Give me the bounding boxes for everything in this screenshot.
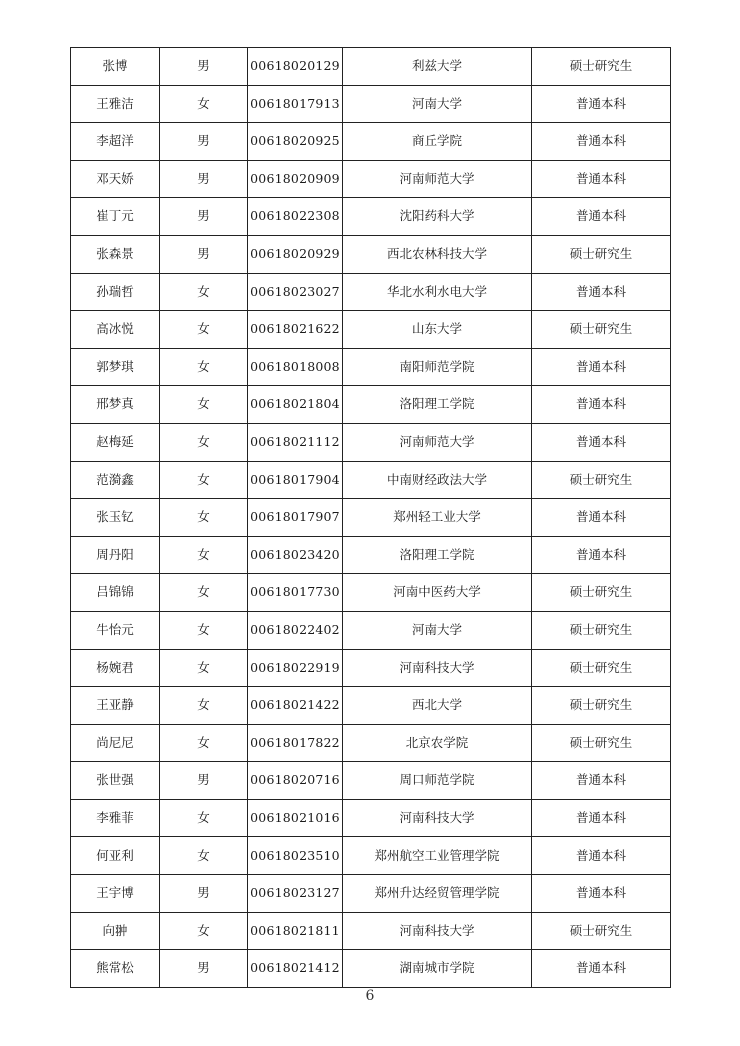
table-row (71, 461, 671, 499)
cell-gender: 女 (160, 85, 248, 123)
cell-name: 高冰悦 (71, 311, 160, 349)
cell-exam-number: 00618017913 (248, 85, 343, 123)
cell-exam-number: 00618020716 (248, 762, 343, 800)
table-row (71, 273, 671, 311)
cell-gender: 男 (160, 875, 248, 913)
table-row (71, 123, 671, 161)
cell-gender: 男 (160, 198, 248, 236)
cell-name: 邓天娇 (71, 160, 160, 198)
table-row (71, 348, 671, 386)
cell-name: 熊常松 (71, 950, 160, 988)
cell-degree: 普通本科 (532, 348, 671, 386)
cell-name: 张世强 (71, 762, 160, 800)
cell-degree: 硕士研究生 (532, 724, 671, 762)
cell-name: 张森景 (71, 235, 160, 273)
cell-name: 周丹阳 (71, 536, 160, 574)
cell-exam-number: 00618021422 (248, 687, 343, 725)
cell-exam-number: 00618020925 (248, 123, 343, 161)
cell-degree: 普通本科 (532, 160, 671, 198)
table-row (71, 950, 671, 988)
cell-degree: 普通本科 (532, 423, 671, 461)
cell-gender: 女 (160, 837, 248, 875)
cell-school: 河南科技大学 (343, 912, 532, 950)
cell-name: 崔丁元 (71, 198, 160, 236)
cell-exam-number: 00618020929 (248, 235, 343, 273)
table-row (71, 235, 671, 273)
cell-exam-number: 00618023027 (248, 273, 343, 311)
cell-exam-number: 00618021016 (248, 799, 343, 837)
cell-gender: 女 (160, 461, 248, 499)
cell-degree: 普通本科 (532, 123, 671, 161)
cell-school: 华北水利水电大学 (343, 273, 532, 311)
cell-name: 杨婉君 (71, 649, 160, 687)
table-row (71, 85, 671, 123)
cell-name: 赵梅延 (71, 423, 160, 461)
cell-school: 北京农学院 (343, 724, 532, 762)
table-row (71, 386, 671, 424)
cell-gender: 女 (160, 423, 248, 461)
cell-gender: 女 (160, 724, 248, 762)
cell-gender: 女 (160, 687, 248, 725)
cell-name: 张博 (71, 48, 160, 86)
cell-name: 牛怡元 (71, 611, 160, 649)
cell-exam-number: 00618017904 (248, 461, 343, 499)
cell-school: 河南大学 (343, 611, 532, 649)
cell-degree: 硕士研究生 (532, 235, 671, 273)
cell-exam-number: 00618017822 (248, 724, 343, 762)
cell-degree: 硕士研究生 (532, 687, 671, 725)
cell-exam-number: 00618017730 (248, 574, 343, 612)
table-row (71, 574, 671, 612)
cell-school: 洛阳理工学院 (343, 536, 532, 574)
cell-school: 河南科技大学 (343, 799, 532, 837)
cell-exam-number: 00618023510 (248, 837, 343, 875)
cell-gender: 男 (160, 48, 248, 86)
cell-gender: 女 (160, 649, 248, 687)
cell-name: 孙瑞哲 (71, 273, 160, 311)
cell-school: 中南财经政法大学 (343, 461, 532, 499)
cell-school: 西北农林科技大学 (343, 235, 532, 273)
cell-exam-number: 00618022402 (248, 611, 343, 649)
cell-degree: 普通本科 (532, 875, 671, 913)
cell-school: 河南大学 (343, 85, 532, 123)
table-row (71, 837, 671, 875)
table-row (71, 912, 671, 950)
cell-school: 河南师范大学 (343, 160, 532, 198)
cell-degree: 普通本科 (532, 386, 671, 424)
cell-name: 尚尼尼 (71, 724, 160, 762)
cell-degree: 普通本科 (532, 536, 671, 574)
table-row (71, 611, 671, 649)
cell-gender: 女 (160, 311, 248, 349)
cell-school: 南阳师范学院 (343, 348, 532, 386)
table-row (71, 198, 671, 236)
cell-school: 商丘学院 (343, 123, 532, 161)
table-row (71, 875, 671, 913)
cell-gender: 女 (160, 611, 248, 649)
cell-degree: 硕士研究生 (532, 461, 671, 499)
cell-gender: 男 (160, 950, 248, 988)
cell-gender: 男 (160, 762, 248, 800)
cell-gender: 女 (160, 386, 248, 424)
cell-gender: 女 (160, 499, 248, 537)
cell-degree: 普通本科 (532, 499, 671, 537)
cell-exam-number: 00618021811 (248, 912, 343, 950)
cell-gender: 男 (160, 160, 248, 198)
cell-exam-number: 00618020909 (248, 160, 343, 198)
cell-school: 河南师范大学 (343, 423, 532, 461)
cell-school: 郑州升达经贸管理学院 (343, 875, 532, 913)
table-row (71, 160, 671, 198)
table-row (71, 762, 671, 800)
cell-gender: 女 (160, 574, 248, 612)
cell-name: 张玉钇 (71, 499, 160, 537)
roster-table-body (71, 48, 671, 988)
cell-school: 湖南城市学院 (343, 950, 532, 988)
cell-school: 西北大学 (343, 687, 532, 725)
cell-degree: 硕士研究生 (532, 48, 671, 86)
cell-name: 吕锦锦 (71, 574, 160, 612)
cell-gender: 女 (160, 536, 248, 574)
cell-degree: 硕士研究生 (532, 912, 671, 950)
cell-exam-number: 00618023127 (248, 875, 343, 913)
table-row (71, 687, 671, 725)
cell-exam-number: 00618022308 (248, 198, 343, 236)
cell-degree: 硕士研究生 (532, 574, 671, 612)
cell-gender: 女 (160, 273, 248, 311)
table-row (71, 423, 671, 461)
roster-table (70, 47, 671, 988)
cell-degree: 硕士研究生 (532, 311, 671, 349)
cell-degree: 硕士研究生 (532, 611, 671, 649)
table-row (71, 311, 671, 349)
cell-exam-number: 00618021622 (248, 311, 343, 349)
table-row (71, 48, 671, 86)
cell-degree: 普通本科 (532, 762, 671, 800)
cell-gender: 女 (160, 799, 248, 837)
cell-exam-number: 00618018008 (248, 348, 343, 386)
cell-gender: 男 (160, 235, 248, 273)
table-row (71, 649, 671, 687)
cell-gender: 男 (160, 123, 248, 161)
cell-exam-number: 00618021412 (248, 950, 343, 988)
cell-name: 王雅洁 (71, 85, 160, 123)
cell-school: 山东大学 (343, 311, 532, 349)
cell-school: 河南科技大学 (343, 649, 532, 687)
cell-school: 河南中医药大学 (343, 574, 532, 612)
cell-exam-number: 00618017907 (248, 499, 343, 537)
cell-school: 郑州航空工业管理学院 (343, 837, 532, 875)
cell-gender: 女 (160, 912, 248, 950)
cell-school: 洛阳理工学院 (343, 386, 532, 424)
cell-exam-number: 00618020129 (248, 48, 343, 86)
cell-degree: 普通本科 (532, 85, 671, 123)
page-number: 6 (365, 988, 375, 1004)
cell-school: 郑州轻工业大学 (343, 499, 532, 537)
cell-degree: 普通本科 (532, 198, 671, 236)
cell-name: 何亚利 (71, 837, 160, 875)
cell-name: 向翀 (71, 912, 160, 950)
cell-name: 郭梦琪 (71, 348, 160, 386)
cell-exam-number: 00618021112 (248, 423, 343, 461)
cell-degree: 普通本科 (532, 273, 671, 311)
cell-name: 范漪鑫 (71, 461, 160, 499)
cell-gender: 女 (160, 348, 248, 386)
table-row (71, 536, 671, 574)
cell-degree: 硕士研究生 (532, 649, 671, 687)
cell-name: 李超洋 (71, 123, 160, 161)
cell-school: 周口师范学院 (343, 762, 532, 800)
table-row (71, 724, 671, 762)
cell-degree: 普通本科 (532, 837, 671, 875)
cell-name: 邢梦真 (71, 386, 160, 424)
table-row (71, 499, 671, 537)
cell-exam-number: 00618021804 (248, 386, 343, 424)
cell-degree: 普通本科 (532, 950, 671, 988)
cell-degree: 普通本科 (532, 799, 671, 837)
cell-school: 沈阳药科大学 (343, 198, 532, 236)
cell-school: 利兹大学 (343, 48, 532, 86)
cell-name: 王亚静 (71, 687, 160, 725)
cell-name: 李雅菲 (71, 799, 160, 837)
cell-name: 王宇博 (71, 875, 160, 913)
table-row (71, 799, 671, 837)
cell-exam-number: 00618023420 (248, 536, 343, 574)
cell-exam-number: 00618022919 (248, 649, 343, 687)
